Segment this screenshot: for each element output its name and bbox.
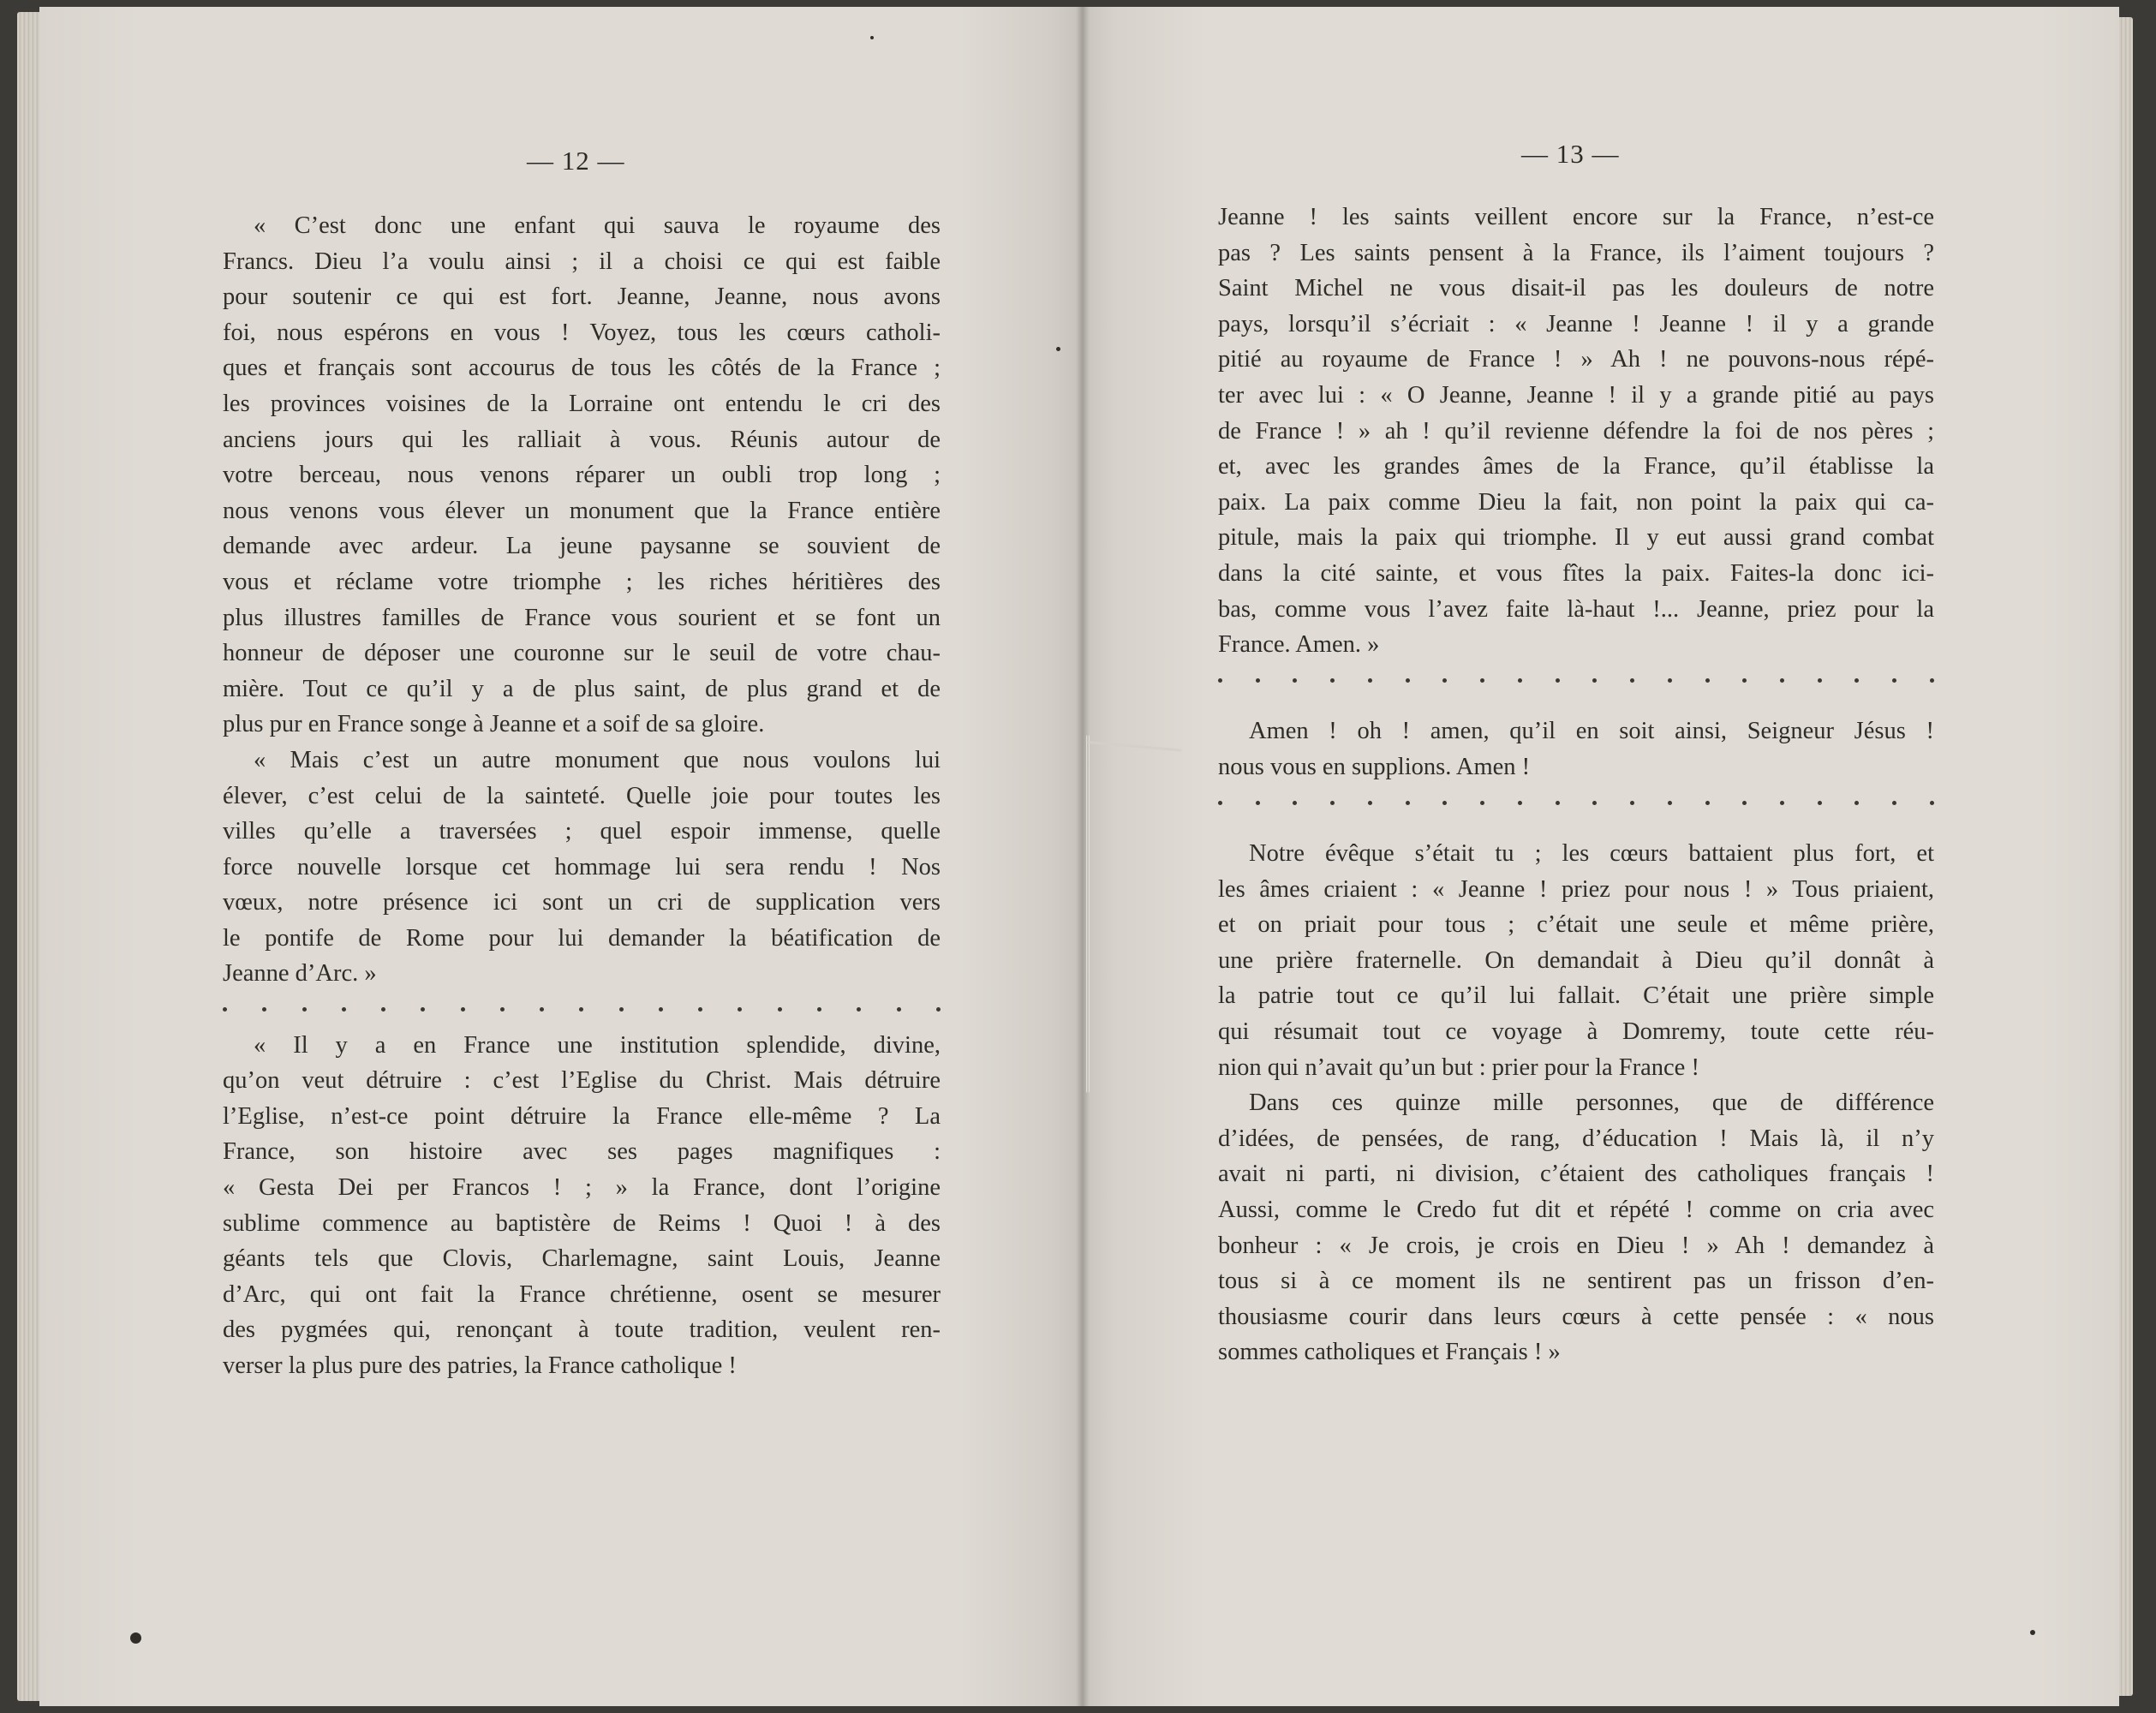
dot [1406,801,1410,805]
dot [1256,678,1260,683]
text-line: d’idées, de pensées, de rang, d’éducation ! Mais là, il n’y [1218,1125,1934,1152]
text-line: géants tels que Clovis, Charlemagne, saint Louis, Jeanne [223,1245,941,1273]
text-line: nous venons vous élever un monument que la France entière [223,497,941,524]
text-line: bas, comme vous l’avez faite là-haut !... Jeanne, priez pour la [1218,595,1934,623]
page-number-right: — 13 — [1521,139,1620,169]
dot [1218,678,1222,683]
text-line: votre berceau, nous venons réparer un oubli trop long ; [223,462,941,489]
dot [1780,801,1784,805]
dot [1892,801,1896,805]
dot [1556,801,1560,805]
dot [1630,801,1634,805]
binding-thread [1086,735,1090,1093]
dot [223,1007,227,1012]
text-line: honneur de déposer une couronne sur le seuil de votre chau- [223,640,941,667]
dot [817,1007,821,1012]
ellipsis-dots-row [1218,663,1934,699]
dot [381,1007,385,1012]
dot [1854,801,1859,805]
paper-spot [130,1632,141,1644]
dot [461,1007,465,1012]
dot [1518,801,1522,805]
text-line: des pygmées qui, renonçant à toute tradition, veulent ren- [223,1316,941,1344]
ellipsis-dots-row [223,992,941,1028]
dot [897,1007,901,1012]
text-line: Amen ! oh ! amen, qu’il en soit ainsi, Seigneur Jésus ! [1249,718,1934,745]
text-line: Jeanne d’Arc. » [223,960,377,988]
text-line: bonheur : « Je crois, je crois en Dieu ! » Ah ! demandez à [1218,1232,1934,1259]
text-line: plus pur en France songe à Jeanne et a soif de sa gloire. [223,711,765,738]
text-line: les provinces voisines de la Lorraine ont entendu le cri des [223,390,941,417]
text-line: Francs. Dieu l’a voulu ainsi ; il a choisi ce qui est faible [223,248,941,275]
dot [1330,801,1335,805]
text-line: France, son histoire avec ses pages magnifiques : [223,1138,941,1166]
ellipsis-dots-row [1218,785,1934,821]
text-line: tous si à ce moment ils ne sentirent pas un frisson d’en- [1218,1268,1934,1295]
dot [1818,678,1822,683]
dot [738,1007,742,1012]
dot [540,1007,544,1012]
dot [1406,678,1410,683]
dot [698,1007,702,1012]
text-line: « C’est donc une enfant qui sauva le royaume des [254,212,941,239]
text-line: sublime commence au baptistère de Reims ! Quoi ! à des [223,1209,941,1237]
dot [1742,801,1747,805]
dot [1556,678,1560,683]
dot [1854,678,1859,683]
text-line: nous vous en supplions. Amen ! [1218,753,1531,780]
text-line: qu’on veut détruire : c’est l’Eglise du Christ. Mais détruire [223,1067,941,1095]
text-line: pays, lorsqu’il s’écriait : « Jeanne ! Jeanne ! il y a grande [1218,310,1934,337]
dot [1330,678,1335,683]
text-line: Jeanne ! les saints veillent encore sur la France, n’est-ce [1218,204,1934,230]
text-line: nion qui n’avait qu’un but : prier pour la France ! [1218,1053,1699,1081]
text-line: France. Amen. » [1218,631,1380,659]
text-line: « Il y a en France une institution splendide, divine, [254,1031,941,1059]
text-line: les âmes criaient : « Jeanne ! priez pour nous ! » Tous priaient, [1218,875,1934,903]
dot [1668,678,1672,683]
text-line: mière. Tout ce qu’il y a de plus saint, de plus grand et de [223,675,941,702]
text-line: de France ! » ah ! qu’il revienne défendre la foi de nos pères ; [1218,417,1934,445]
dot [1780,678,1784,683]
dot [579,1007,583,1012]
paper-spot [870,36,874,39]
dot [421,1007,425,1012]
dot [1630,678,1634,683]
dot [262,1007,266,1012]
dot [1742,678,1747,683]
dot [1218,801,1222,805]
text-line: ter avec lui : « O Jeanne, Jeanne ! il y a grande pitié au pays [1218,381,1934,409]
text-line: le pontife de Rome pour lui demander la béatification de [223,924,941,952]
text-line: villes qu’elle a traversées ; quel espoir immense, quelle [223,818,941,845]
right-page-text [1218,200,1934,1370]
text-line: demande avec ardeur. La jeune paysanne se souvient de [223,533,941,560]
dot [342,1007,346,1012]
text-line: pitule, mais la paix qui triomphe. Il y eut aussi grand combat [1218,524,1934,552]
page-number-left: — 12 — [527,146,625,176]
text-line: dans la cité sainte, et vous fîtes la paix. Faites-la donc ici- [1218,559,1934,587]
paragraph-gap [1218,698,1934,713]
paragraph-gap [1218,821,1934,836]
text-line: paix. La paix comme Dieu la fait, non point la paix qui ca- [1218,488,1934,516]
text-line: la patrie tout ce qu’il lui fallait. C’était une prière simple [1218,982,1934,1010]
dot [1368,801,1372,805]
dot [1293,678,1297,683]
dot [857,1007,861,1012]
dot [1293,801,1297,805]
text-line: foi, nous espérons en vous ! Voyez, tous les cœurs catholi- [223,319,941,346]
dot [302,1007,307,1012]
text-line: une prière fraternelle. On demandait à Dieu qu’il donnât à [1218,946,1934,974]
text-line: pas ? Les saints pensent à la France, ils l’aiment toujours ? [1218,239,1934,266]
paper-spot [1056,347,1060,351]
dot [1256,801,1260,805]
left-page-text [223,208,941,1384]
text-line: Notre évêque s’était tu ; les cœurs battaient plus fort, et [1249,840,1934,868]
text-line: « Mais c’est un autre monument que nous voulons lui [254,746,941,773]
text-line: thousiasme courir dans leurs cœurs à cette pensée : « nous [1218,1303,1934,1330]
dot [1592,801,1597,805]
dot [1480,801,1484,805]
text-line: anciens jours qui les ralliait à vous. Réunis autour de [223,426,941,453]
text-line: verser la plus pure des patries, la France catholique ! [223,1352,737,1379]
dot [1892,678,1896,683]
text-line: vœux, notre présence ici sont un cri de supplication vers [223,889,941,916]
dot [1368,678,1372,683]
dot [1668,801,1672,805]
dot [500,1007,505,1012]
text-line: l’Eglise, n’est-ce point détruire la France elle-même ? La [223,1102,941,1130]
dot [1930,678,1934,683]
text-line: avait ni parti, ni division, c’étaient des catholiques français ! [1218,1161,1934,1188]
text-line: vous et réclame votre triomphe ; les riches héritières des [223,568,941,595]
text-line: et on priait pour tous ; c’était une seule et même prière, [1218,911,1934,939]
dot [659,1007,663,1012]
dot [1705,678,1710,683]
dot [936,1007,941,1012]
dot [1480,678,1484,683]
text-line: force nouvelle lorsque cet hommage lui sera rendu ! Nos [223,853,941,880]
dot [778,1007,782,1012]
text-line: élever, c’est celui de la sainteté. Quelle joie pour toutes les [223,782,941,809]
paper-spot [2030,1630,2035,1635]
text-line: sommes catholiques et Français ! » [1218,1339,1561,1366]
text-line: d’Arc, qui ont fait la France chrétienne, osent se mesurer [223,1280,941,1308]
dot [1442,801,1447,805]
dot [619,1007,624,1012]
text-line: Dans ces quinze mille personnes, que de différence [1249,1089,1934,1117]
dot [1930,801,1934,805]
text-line: plus illustres familles de France vous sourient et se font un [223,604,941,631]
dot [1818,801,1822,805]
text-line: et, avec les grandes âmes de la France, qu’il établisse la [1218,453,1934,480]
dot [1705,801,1710,805]
text-line: « Gesta Dei per Francos ! ; » la France, dont l’origine [223,1174,941,1202]
text-line: ques et français sont accourus de tous les côtés de la France ; [223,355,941,382]
text-line: Saint Michel ne vous disait-il pas les douleurs de notre [1218,275,1934,302]
text-line: pitié au royaume de France ! » Ah ! ne pouvons-nous répé- [1218,346,1934,373]
dot [1442,678,1447,683]
text-line: qui résumait tout ce voyage à Domremy, toute cette réu- [1218,1018,1934,1046]
text-line: Aussi, comme le Credo fut dit et répété ! comme on cria avec [1218,1197,1934,1224]
dot [1592,678,1597,683]
dot [1518,678,1522,683]
text-line: pour soutenir ce qui est fort. Jeanne, Jeanne, nous avons [223,284,941,311]
